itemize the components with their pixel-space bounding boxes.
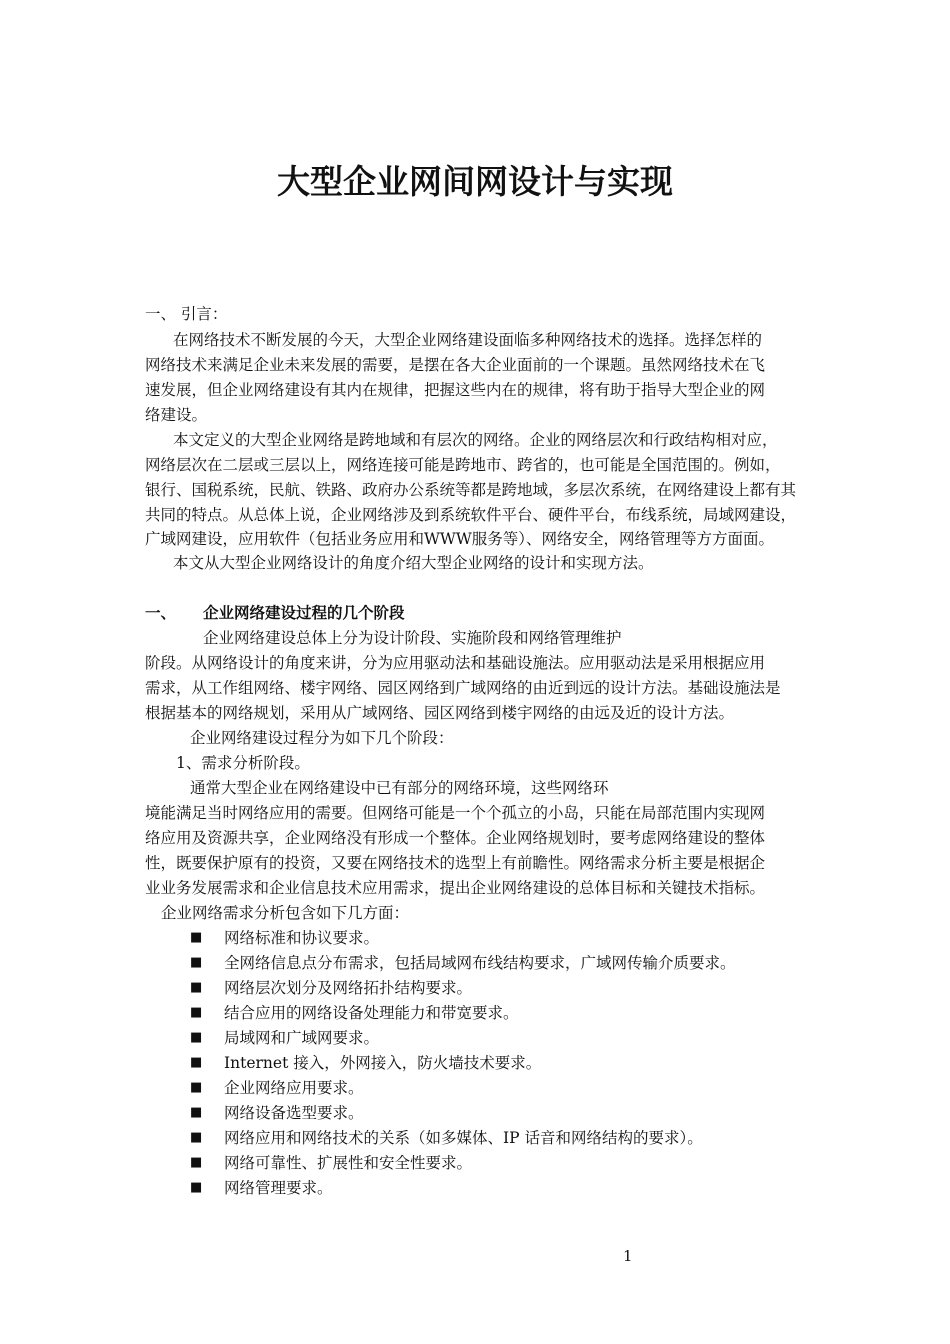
list-item: 网络应用和网络技术的关系（如多媒体、IP 话音和网络结构的要求）。	[224, 1129, 703, 1147]
bullet-square-icon: ■	[190, 1005, 203, 1020]
bullet-square-icon: ■	[190, 930, 203, 945]
paragraph-line: 企业网络需求分析包含如下几方面：	[161, 904, 410, 922]
bullet-square-icon: ■	[190, 980, 203, 995]
section-heading-stages: 企业网络建设过程的几个阶段	[203, 604, 405, 622]
list-item: 企业网络应用要求。	[224, 1079, 364, 1097]
list-item: 全网络信息点分布需求，包括局域网布线结构要求，广域网传输介质要求。	[224, 954, 736, 972]
paragraph-line: 需求，从工作组网络、楼宇网络、园区网络到广域网络的由近到远的设计方法。基础设施法是	[145, 679, 781, 697]
list-item: 结合应用的网络设备处理能力和带宽要求。	[224, 1004, 519, 1022]
paragraph-line: 通常大型企业在网络建设中已有部分的网络环境，这些网络环	[190, 779, 609, 797]
paragraph-line: 网络技术来满足企业未来发展的需要，是摆在各大企业面前的一个课题。虽然网络技术在飞	[145, 356, 766, 374]
paragraph-line: 广域网建设，应用软件（包括业务应用和WWW服务等）、网络安全，网络管理等方方面面。	[145, 530, 775, 548]
stage-heading: 1、需求分析阶段。	[176, 754, 310, 772]
paragraph-line: 境能满足当时网络应用的需要。但网络可能是一个个孤立的小岛，只能在局部范围内实现网	[145, 804, 766, 822]
list-item: 局域网和广域网要求。	[224, 1029, 380, 1047]
list-item: 网络管理要求。	[224, 1179, 333, 1197]
paragraph-line: 银行、国税系统，民航、铁路、政府办公系统等都是跨地域，多层次系统，在网络建设上都有其	[145, 481, 797, 499]
paragraph-line: 企业网络建设总体上分为设计阶段、实施阶段和网络管理维护	[203, 629, 622, 647]
paragraph-line: 性，既要保护原有的投资，又要在网络技术的选型上有前瞻性。网络需求分析主要是根据企	[145, 854, 766, 872]
bullet-square-icon: ■	[190, 1030, 203, 1045]
paragraph-line: 本文从大型企业网络设计的角度介绍大型企业网络的设计和实现方法。	[173, 554, 654, 572]
paragraph-line: 在网络技术不断发展的今天，大型企业网络建设面临多种网络技术的选择。选择怎样的	[173, 331, 763, 349]
bullet-square-icon: ■	[190, 955, 203, 970]
page-title: 大型企业网间网设计与实现	[277, 162, 673, 201]
paragraph-line: 阶段。从网络设计的角度来讲，分为应用驱动法和基础设施法。应用驱动法是采用根据应用	[145, 654, 766, 672]
bullet-square-icon: ■	[190, 1055, 203, 1070]
list-item: 网络可靠性、扩展性和安全性要求。	[224, 1154, 473, 1172]
list-item: 网络设备选型要求。	[224, 1104, 364, 1122]
bullet-square-icon: ■	[190, 1130, 203, 1145]
paragraph-line: 络应用及资源共享，企业网络没有形成一个整体。企业网络规划时，要考虑网络建设的整体	[145, 829, 766, 847]
paragraph-line: 速发展，但企业网络建设有其内在规律，把握这些内在的规律，将有助于指导大型企业的网	[145, 381, 766, 399]
bullet-square-icon: ■	[190, 1105, 203, 1120]
list-item: Internet 接入，外网接入，防火墙技术要求。	[224, 1054, 542, 1072]
paragraph-line: 企业网络建设过程分为如下几个阶段：	[190, 729, 454, 747]
page-number: 1	[623, 1247, 633, 1265]
bullet-square-icon: ■	[190, 1080, 203, 1095]
paragraph-line: 业业务发展需求和企业信息技术应用需求，提出企业网络建设的总体目标和关键技术指标。	[145, 879, 766, 897]
list-item: 网络标准和协议要求。	[224, 929, 380, 947]
bullet-square-icon: ■	[190, 1155, 203, 1170]
paragraph-line: 络建设。	[145, 406, 208, 424]
paragraph-line: 本文定义的大型企业网络是跨地域和有层次的网络。企业的网络层次和行政结构相对应，	[173, 431, 778, 449]
section-heading-number: 一、	[145, 604, 177, 622]
paragraph-line: 共同的特点。从总体上说，企业网络涉及到系统软件平台、硬件平台，布线系统，局域网建设，	[145, 506, 797, 524]
bullet-square-icon: ■	[190, 1180, 203, 1195]
paragraph-line: 根据基本的网络规划，采用从广域网络、园区网络到楼宇网络的由远及近的设计方法。	[145, 704, 735, 722]
list-item: 网络层次划分及网络拓扑结构要求。	[224, 979, 473, 997]
paragraph-line: 网络层次在二层或三层以上，网络连接可能是跨地市、跨省的，也可能是全国范围的。例如，	[145, 456, 781, 474]
section-heading-intro: 一、 引言：	[145, 305, 228, 323]
